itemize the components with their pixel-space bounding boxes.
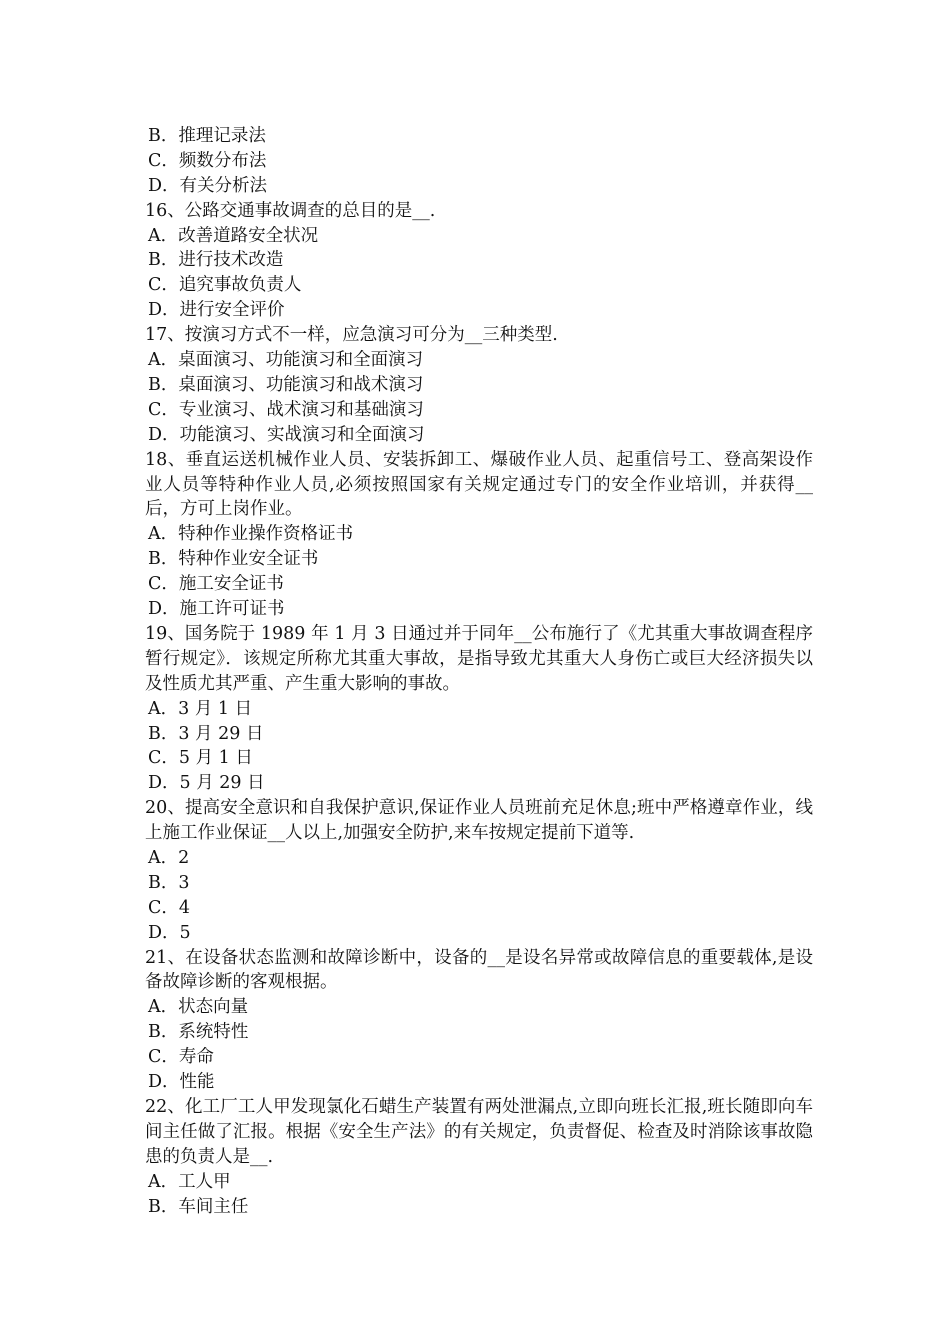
answer-option: B．3 月 29 日	[148, 723, 264, 744]
answer-option: B．车间主任	[148, 1196, 249, 1217]
answer-option: C．4	[148, 897, 191, 918]
answer-option: C．寿命	[148, 1047, 214, 1068]
answer-option: B．进行技术改造	[148, 250, 284, 271]
answer-option: A．桌面演习、功能演习和全面演习	[148, 350, 424, 371]
answer-option: B．3	[148, 872, 190, 893]
answer-option: D．5	[148, 922, 191, 943]
question-text: 21、在设备状态监测和故障诊断中，设备的__是设名异常或故障信息的重要载体,是设备故障诊断的客观根据。	[145, 947, 813, 993]
answer-option: D．性能	[148, 1072, 215, 1093]
question-text: 16、公路交通事故调查的总目的是__.	[145, 200, 436, 221]
answer-option: B．特种作业安全证书	[148, 549, 319, 570]
answer-option: C．专业演习、战术演习和基础演习	[148, 399, 424, 420]
answer-option: D．功能演习、实战演习和全面演习	[148, 424, 425, 445]
answer-option: B．系统特性	[148, 1022, 249, 1043]
answer-option: A．2	[148, 847, 190, 868]
question-text: 17、按演习方式不一样，应急演习可分为__三种类型.	[145, 325, 558, 346]
answer-option: A．工人甲	[148, 1171, 231, 1192]
answer-option: A．状态向量	[148, 997, 249, 1018]
question-text: 18、垂直运送机械作业人员、安装拆卸工、爆破作业人员、起重信号工、登高架设作业人员等特种作业人员,必须按照国家有关规定通过专门的安全作业培训，并获得__后，方可上岗作业。	[145, 449, 813, 520]
answer-option: D．进行安全评价	[148, 300, 285, 321]
question-text: 22、化工厂工人甲发现氯化石蜡生产装置有两处泄漏点,立即向班长汇报,班长随即向车间主任做了汇报。根据《安全生产法》的有关规定，负责督促、检查及时消除该事故隐患的负责人是__.	[145, 1096, 813, 1167]
answer-option: C．施工安全证书	[148, 574, 284, 595]
answer-option: C．5 月 1 日	[148, 748, 253, 769]
answer-option: A．特种作业操作资格证书	[148, 524, 354, 545]
document-page	[145, 124, 813, 1219]
answer-option: C．追究事故负责人	[148, 275, 302, 296]
answer-option: A．3 月 1 日	[148, 698, 253, 719]
answer-option: B．推理记录法	[148, 126, 266, 146]
question-text: 19、国务院于 1989 年 1 月 3 日通过并于同年__公布施行了《尤其重大事故调查程序暂行规定》．该规定所称尤其重大事故，是指导致尤其重大人身伤亡或巨大经济损失以及性质尤其严重、产生重大影响的事故。	[145, 623, 813, 694]
answer-option: D．有关分析法	[148, 175, 268, 196]
answer-option: B．桌面演习、功能演习和战术演习	[148, 374, 424, 395]
question-text: 20、提高安全意识和自我保护意识,保证作业人员班前充足休息;班中严格遵章作业，线上施工作业保证__人以上,加强安全防护,来车按规定提前下道等.	[145, 798, 813, 844]
answer-option: A．改善道路安全状况	[148, 225, 319, 246]
answer-option: D．施工许可证书	[148, 599, 285, 619]
answer-option: D．5 月 29 日	[148, 773, 265, 794]
answer-option: C．频数分布法	[148, 150, 267, 171]
